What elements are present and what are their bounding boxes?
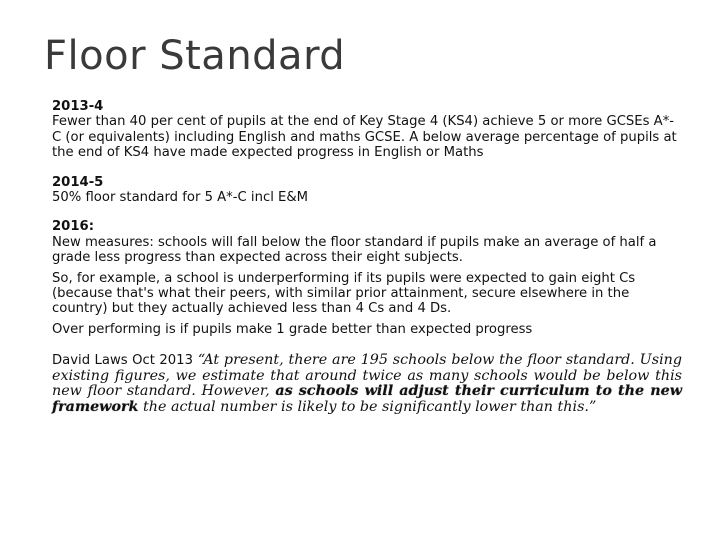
section-2016-over-performing: Over performing is if pupils make 1 grade better than expected progress <box>52 321 533 337</box>
section-2016-new-measures: New measures: schools will fall below the floor standard if pupils make an average of half a grade less progress than expected across their eight subjects. <box>52 234 657 266</box>
slide-title: Floor Standard <box>44 33 346 79</box>
section-2013-text: Fewer than 40 per cent of pupils at the end of Key Stage 4 (KS4) achieve 5 or more GCSEs A*-C (or equivalents) including English and maths GCSE. A below average percentage of pupils at the end of KS4 have made expected progress in English or Maths <box>52 114 677 161</box>
quote-text-before: “At present, there are 195 schools below the floor standard. Using existing figures, we estimate that around twice as many schools would be below this new floor standard. However, <box>52 352 683 400</box>
section-heading-2013: 2013-4 <box>52 99 104 114</box>
section-heading-2014: 2014-5 <box>52 174 104 190</box>
david-laws-quote <box>52 353 682 415</box>
section-heading-2016: 2016: <box>52 219 94 235</box>
quote-author: David Laws Oct 2013 <box>52 353 193 369</box>
section-2016-example: So, for example, a school is underperforming if its pupils were expected to gain eight Cs (because that's what their peers, with similar prior attainment, secure elsewhere in the country) but they actually achieved less than 4 Cs and 4 Ds. <box>52 270 636 317</box>
slide-content <box>52 99 682 430</box>
quote-text-after: the actual number is likely to be significantly lower than this.” <box>143 399 597 416</box>
section-2014-text: 50% floor standard for 5 A*-C incl E&M <box>52 190 309 206</box>
quote-highlight: as schools will adjust their curriculum to the new framework <box>52 383 683 416</box>
